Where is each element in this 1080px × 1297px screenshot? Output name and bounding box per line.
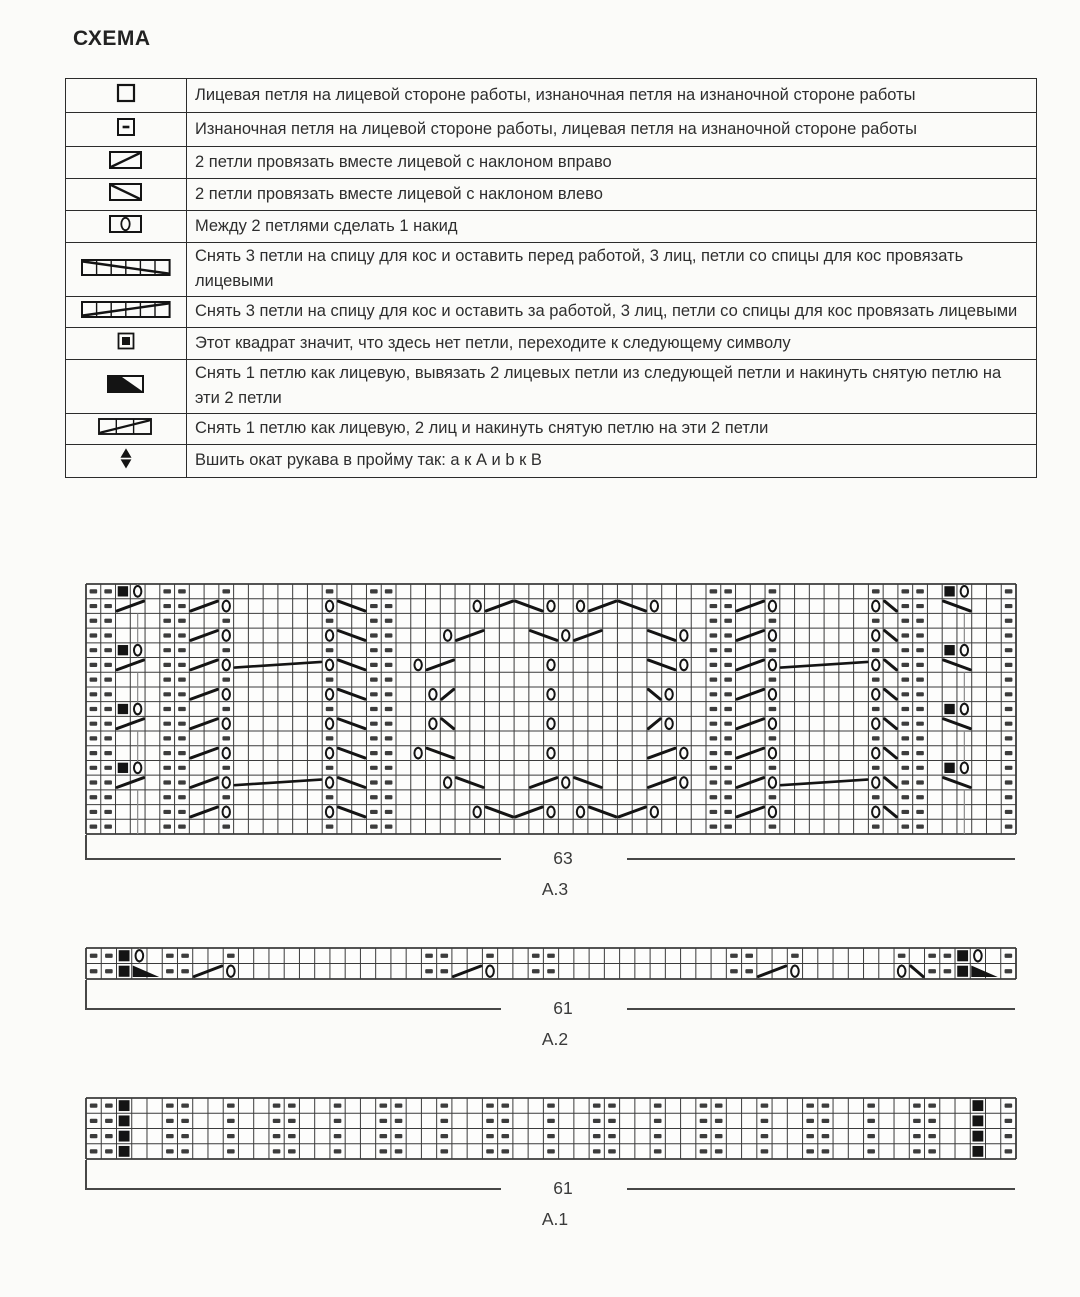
k2tog-left-icon [66,179,187,211]
purl-stitch-icon [66,113,187,147]
legend-row [66,297,1037,328]
legend-text: 2 петли провязать вместе лицевой с наклоном вправо [187,147,1037,179]
stitch-count: 61 [553,998,573,1018]
legend-row [66,360,1037,414]
chart-A3 [85,583,1015,899]
sew-star-icon [66,445,187,478]
yarn-over-icon [66,211,187,243]
knit-stitch-icon [66,79,187,113]
cable-front-icon [66,243,187,297]
stitch-count: 61 [553,1178,573,1198]
chart-A2 [85,947,1015,1049]
no-stitch-icon [66,328,187,360]
legend-body [66,79,1037,478]
stitch-count: 63 [553,848,573,868]
sl1-inc2-psso-icon [66,360,187,414]
legend-text: Лицевая петля на лицевой стороне работы, изнаночная петля на изнаночной стороне работы [187,79,1037,113]
legend-text: Снять 3 петли на спицу для кос и оставить перед работой, 3 лиц, петли со спицы для кос провязать лицевыми [187,243,1037,297]
legend-text: Этот квадрат значит, что здесь нет петли, переходите к следующему символу [187,328,1037,360]
chart-A2-grid [85,947,1018,981]
bracket-line-right [627,858,1015,860]
legend-text: 2 петли провязать вместе лицевой с наклоном влево [187,179,1037,211]
bracket-line-right [627,1188,1015,1190]
bracket-line-left [85,1008,501,1010]
legend-text: Изнаночная петля на лицевой стороне работы, лицевая петля на изнаночной стороне работы [187,113,1037,147]
legend-text: Снять 1 петлю как лицевую, 2 лиц и накинуть снятую петлю на эти 2 петли [187,414,1037,445]
legend-row [66,445,1037,478]
legend-table [65,78,1037,478]
legend-row [66,211,1037,243]
legend-text: Между 2 петлями сделать 1 накид [187,211,1037,243]
legend-text: Снять 1 петлю как лицевую, вывязать 2 лицевых петли из следующей петли и накинуть снятую петлю на эти 2 петли [187,360,1037,414]
legend-row [66,79,1037,113]
legend-row [66,147,1037,179]
chart-A1-grid [85,1097,1018,1161]
page-title: СХЕМА [73,27,151,50]
legend-row [66,414,1037,445]
legend-row [66,113,1037,147]
legend-row [66,328,1037,360]
bracket-tick [85,1160,87,1190]
chart-A3-grid [85,583,1018,836]
bracket-line-left [85,858,501,860]
chart-name: А.1 [541,1209,569,1229]
legend-text: Вшить окат рукава в пройму так: а к А и b к В [187,445,1037,478]
bracket-tick [85,980,87,1010]
bracket-line-right [627,1008,1015,1010]
chart-name: А.3 [541,879,569,899]
chart-A1 [85,1097,1015,1229]
bracket-tick [85,835,87,860]
legend-row [66,243,1037,297]
chart-name: А.2 [541,1029,569,1049]
cable-back-icon [66,297,187,328]
bracket-line-left [85,1188,501,1190]
legend-text: Снять 3 петли на спицу для кос и оставить за работой, 3 лиц, петли со спицы для кос провязать лицевыми [187,297,1037,328]
sl1-k2-psso-icon [66,414,187,445]
k2tog-right-icon [66,147,187,179]
legend-row [66,179,1037,211]
